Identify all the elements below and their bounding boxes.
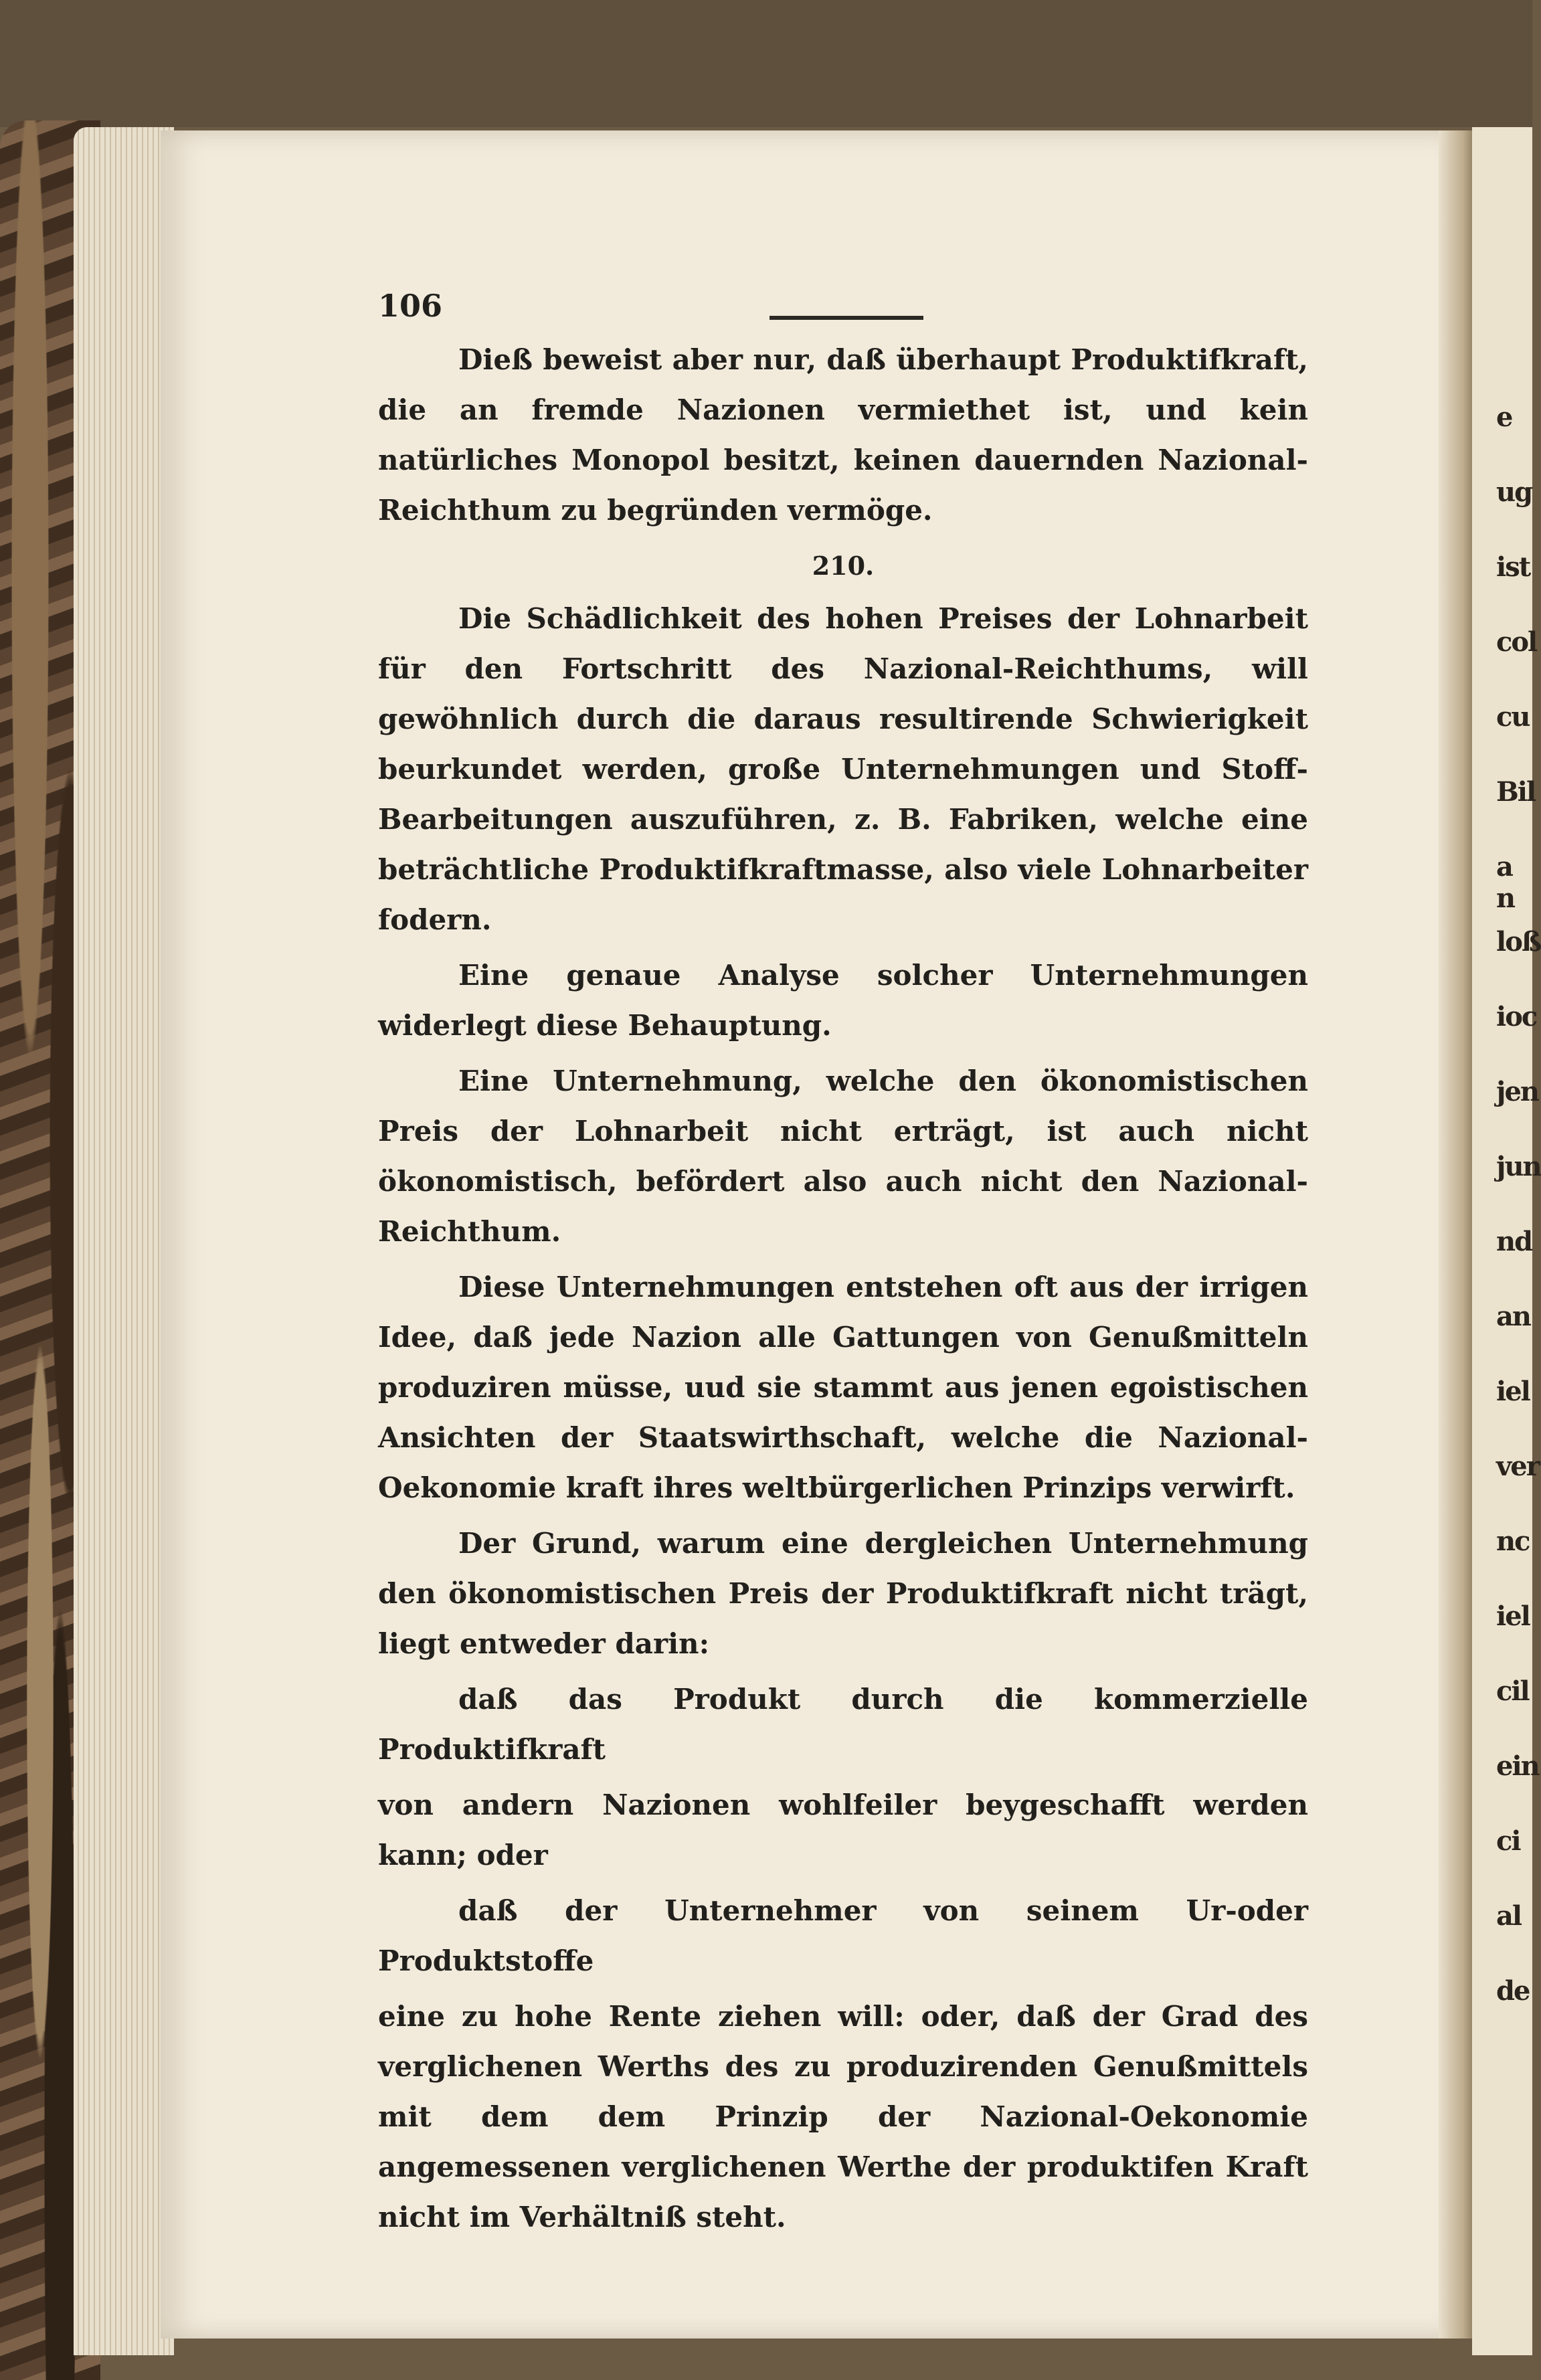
facing-page-fragment: a n	[1496, 851, 1515, 914]
paragraph-3: Eine genaue Analyse solcher Unternehmungen widerlegt diese Behauptung.	[378, 959, 1308, 1042]
paragraph-8-rest: eine zu hohe Rente ziehen will: oder, daß der Grad des verglichenen Werths des zu produzirenden Genußmittels mit dem dem Prinzip der Nazional-Oekonomie angemessenen verglichenen Werthe der produktifen Kraft nicht im Verhältniß steht.	[378, 2000, 1308, 2233]
paragraph-2: Die Schädlichkeit des hohen Preises der Lohnarbeit für den Fortschritt des Nazional-Reichthums, will gewöhnlich durch die daraus resultirende Schwierigkeit beurkundet werden, große Unternehmungen und Stoff-Bearbeitungen auszuführen, z. B. Fabriken, welche eine beträchtliche Produktifkraftmasse, also viele Lohnarbeiter fodern.	[378, 602, 1308, 936]
facing-page-fragment: col	[1496, 626, 1537, 658]
facing-page-fragment: nd	[1496, 1226, 1532, 1257]
page-text	[378, 281, 1308, 2248]
facing-page-fragment: nc	[1496, 1526, 1530, 1557]
paragraph-1: Dieß beweist aber nur, daß überhaupt Produktifkraft, die an fremde Nazionen vermiethet ist, und kein natürliches Monopol besitzt, keinen dauernden Nazional-Reichthum zu begründen vermöge.	[378, 343, 1308, 527]
paragraph-4: Eine Unternehmung, welche den ökonomistischen Preis der Lohnarbeit nicht erträgt, ist auch nicht ökonomistisch, befördert also auch nicht den Nazional-Reichthum.	[378, 1065, 1308, 1248]
background-top	[0, 0, 1532, 127]
facing-page-fragment: al	[1496, 1900, 1522, 1932]
paragraph-6: Der Grund, warum eine dergleichen Unternehmung den ökonomistischen Preis der Produktifkraft nicht trägt, liegt entweder darin:	[378, 1527, 1308, 1660]
header-rule	[769, 316, 923, 320]
paragraph-7-rest: von andern Nazionen wohlfeiler beygeschafft werden kann; oder	[378, 1789, 1308, 1871]
facing-page-fragment: jun	[1496, 1151, 1541, 1182]
facing-page-fragment: ver	[1496, 1451, 1539, 1482]
facing-page-fragment: iel	[1496, 1376, 1530, 1407]
facing-page-fragment: ioc	[1496, 1001, 1537, 1032]
page-edges	[74, 127, 174, 2355]
facing-page-fragment: ug	[1496, 476, 1532, 508]
facing-page-fragment: Bil	[1496, 776, 1536, 808]
facing-page-fragment: iel	[1496, 1600, 1530, 1632]
facing-page-fragment: ein	[1496, 1750, 1539, 1782]
paragraph-5: Diese Unternehmungen entstehen oft aus der irrigen Idee, daß jede Nazion alle Gattungen von Genußmitteln produziren müsse, uud sie stammt aus jenen egoistischen Ansichten der Staatswirthschaft, welche die Nazional-Oekonomie kraft ihres weltbürgerlichen Prinzips verwirft.	[378, 1271, 1308, 1504]
section-number: 210.	[812, 551, 875, 581]
facing-page-fragment: an	[1496, 1301, 1530, 1332]
facing-page-fragment: jen	[1496, 1076, 1539, 1107]
page-number: 106	[378, 288, 443, 324]
paragraph-7-first-line: daß das Produkt durch die kommerzielle Produktifkraft	[378, 1683, 1308, 1766]
facing-page-fragment: ist	[1496, 551, 1530, 583]
facing-page-fragment: cu	[1496, 701, 1530, 733]
facing-page-fragment: cil	[1496, 1675, 1529, 1707]
facing-page-fragment: ci	[1496, 1825, 1520, 1857]
facing-page-fragment: de	[1496, 1975, 1530, 2007]
facing-page-fragment: e	[1496, 401, 1512, 433]
facing-page-fragment: loß	[1496, 926, 1541, 957]
paragraph-8-first-line: daß der Unternehmer von seinem Ur-oder Produktstoffe	[378, 1894, 1308, 1977]
page-header	[378, 281, 1308, 335]
